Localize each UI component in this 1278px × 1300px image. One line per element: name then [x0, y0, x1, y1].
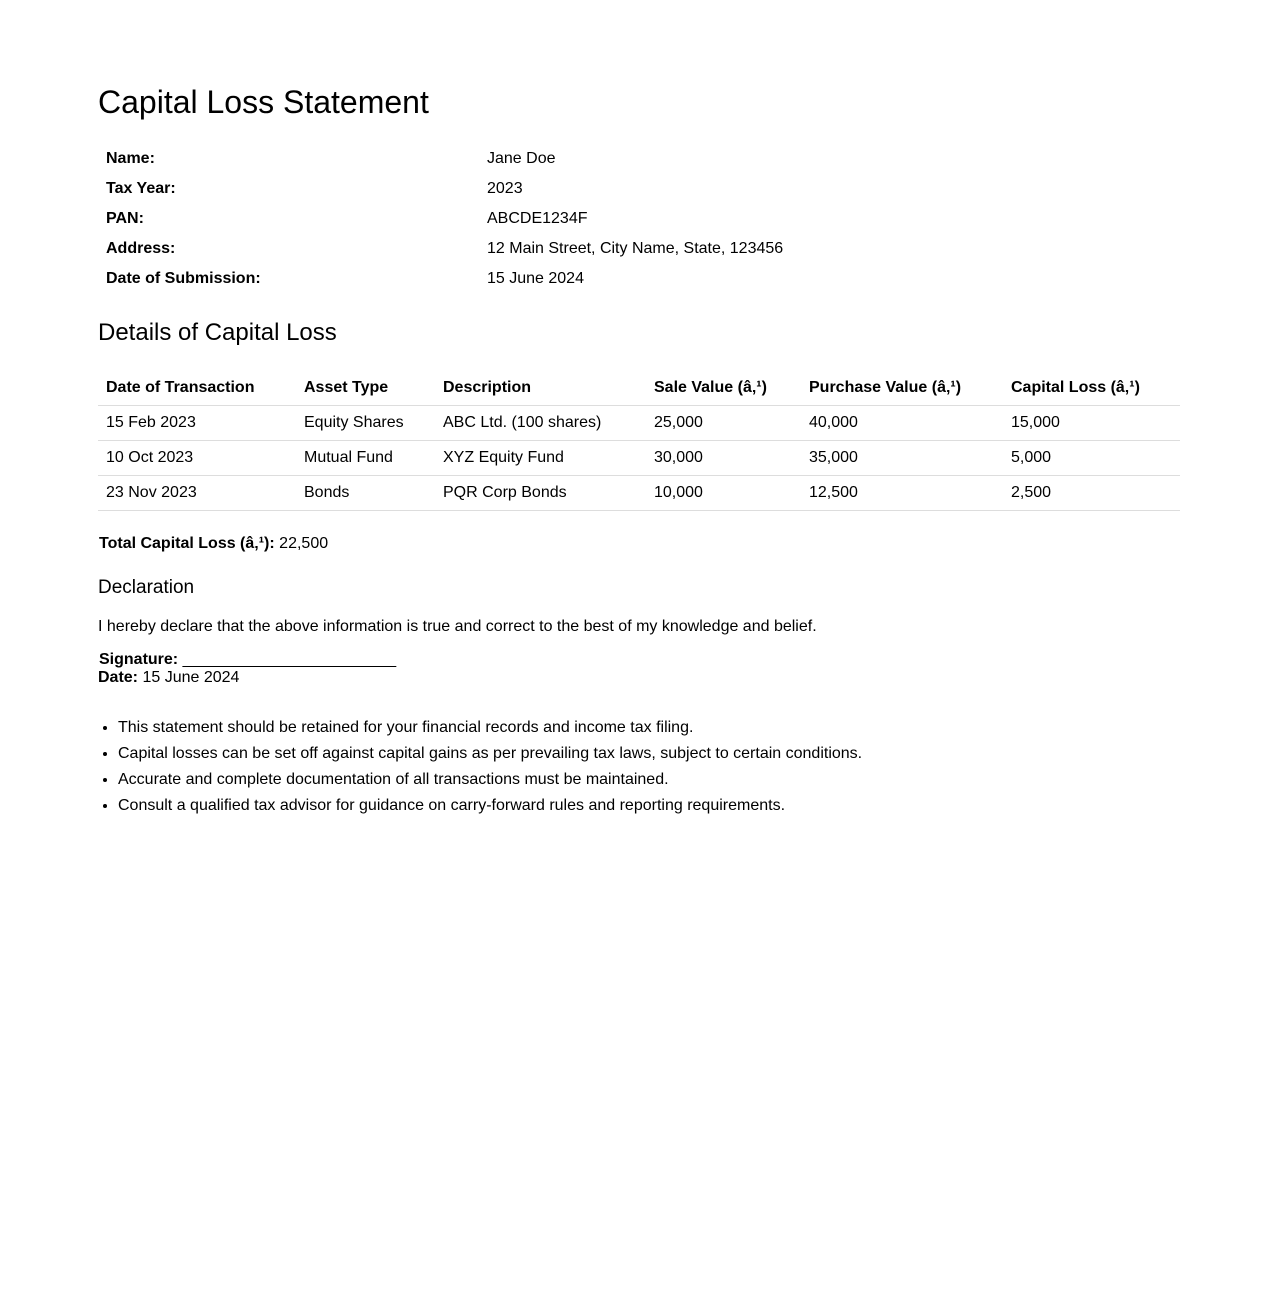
- cell-asset-type: Equity Shares: [296, 406, 435, 441]
- taxpayer-info-table: [98, 144, 1180, 294]
- total-capital-loss: [99, 534, 328, 554]
- info-label: Date of Submission:: [106, 270, 261, 287]
- cell-capital-loss: 2,500: [1003, 476, 1180, 511]
- info-label: Address:: [106, 240, 176, 257]
- cell-description: ABC Ltd. (100 shares): [435, 406, 646, 441]
- cell-asset-type: Mutual Fund: [296, 441, 435, 476]
- table-row: [98, 476, 1180, 511]
- info-row-date-of-submission: [98, 264, 1180, 294]
- column-header-asset-type: Asset Type: [296, 370, 435, 406]
- declaration-date: [98, 669, 239, 687]
- info-label: PAN:: [106, 210, 144, 227]
- list-item: • Accurate and complete documentation of all transactions must be maintained.: [118, 770, 1178, 790]
- table-row: [98, 406, 1180, 441]
- info-row-pan: [98, 204, 1180, 234]
- info-row-tax-year: [98, 174, 1180, 204]
- cell-purchase-value: 35,000: [801, 441, 1003, 476]
- page-title: Capital Loss Statement: [98, 84, 429, 120]
- table-row: [98, 441, 1180, 476]
- capital-loss-table: [98, 370, 1180, 511]
- info-row-name: [98, 144, 1180, 174]
- cell-sale-value: 30,000: [646, 441, 801, 476]
- info-value: ABCDE1234F: [487, 210, 588, 227]
- list-item: • Consult a qualified tax advisor for guidance on carry-forward rules and reporting requirements.: [118, 796, 1178, 816]
- cell-purchase-value: 12,500: [801, 476, 1003, 511]
- cell-asset-type: Bonds: [296, 476, 435, 511]
- cell-date: 15 Feb 2023: [98, 406, 296, 441]
- info-row-address: [98, 234, 1180, 264]
- notes-list: [98, 718, 1178, 822]
- info-value: 2023: [487, 180, 523, 197]
- cell-purchase-value: 40,000: [801, 406, 1003, 441]
- info-label: Name:: [106, 150, 155, 167]
- column-header-sale-value: Sale Value (â‚¹): [646, 370, 801, 406]
- declaration-text: I hereby declare that the above information is true and correct to the best of my knowledge and belief.: [98, 618, 817, 635]
- total-value: 22,500: [279, 535, 329, 552]
- signature-blank: ________________________: [182, 651, 397, 668]
- cell-description: XYZ Equity Fund: [435, 441, 646, 476]
- column-header-purchase-value: Purchase Value (â‚¹): [801, 370, 1003, 406]
- info-value: Jane Doe: [487, 150, 556, 167]
- cell-sale-value: 10,000: [646, 476, 801, 511]
- info-value: 15 June 2024: [487, 270, 584, 287]
- date-label: Date:: [98, 669, 139, 686]
- table-header-row: [98, 370, 1180, 406]
- details-heading: Details of Capital Loss: [98, 319, 337, 346]
- cell-date: 10 Oct 2023: [98, 441, 296, 476]
- list-item: • This statement should be retained for your financial records and income tax filing.: [118, 718, 1178, 738]
- info-label: Tax Year:: [106, 180, 176, 197]
- column-header-capital-loss: Capital Loss (â‚¹): [1003, 370, 1180, 406]
- list-item: • Capital losses can be set off against capital gains as per prevailing tax laws, subject to certain conditions.: [118, 744, 1178, 764]
- total-label: Total Capital Loss (â‚¹):: [99, 535, 275, 552]
- cell-date: 23 Nov 2023: [98, 476, 296, 511]
- cell-capital-loss: 15,000: [1003, 406, 1180, 441]
- info-value: 12 Main Street, City Name, State, 123456: [487, 240, 784, 257]
- cell-capital-loss: 5,000: [1003, 441, 1180, 476]
- column-header-date: Date of Transaction: [98, 370, 296, 406]
- date-value: 15 June 2024: [142, 669, 240, 686]
- signature-label: Signature:: [99, 651, 179, 668]
- column-header-description: Description: [435, 370, 646, 406]
- cell-sale-value: 25,000: [646, 406, 801, 441]
- cell-description: PQR Corp Bonds: [435, 476, 646, 511]
- declaration-heading: Declaration: [98, 577, 195, 598]
- signature-line: [99, 651, 396, 669]
